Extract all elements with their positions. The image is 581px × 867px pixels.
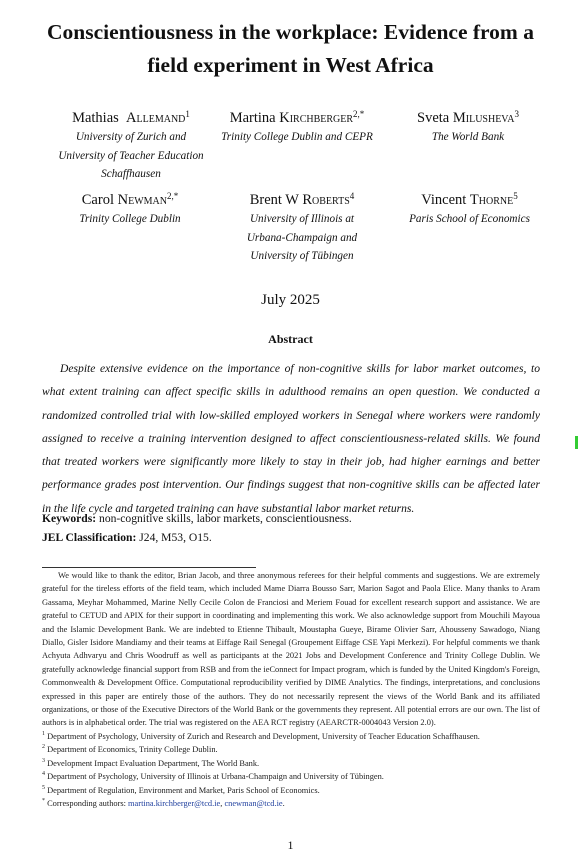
- author-affiliation: Paris School of Economics: [409, 213, 530, 225]
- author-affiliation: University of Zurich and University of Teacher Education Schaffhausen: [58, 131, 204, 180]
- keywords-block: [42, 510, 540, 547]
- author-name: Vincent Thorne$^5$: [421, 191, 518, 208]
- abstract-heading: Abstract: [268, 332, 313, 346]
- footnotes: [42, 569, 540, 810]
- author-affiliation: Trinity College Dublin and CEPR: [221, 131, 373, 143]
- author-thorne: [392, 190, 547, 229]
- author-roberts: [222, 190, 382, 266]
- author-name: Mathias Allemand$^1$: [72, 109, 190, 126]
- email-link-newman[interactable]: cnewman@tcd.ie: [224, 798, 283, 808]
- affiliation-note-2: $^2$ Department of Economics, Trinity College Dublin.: [42, 744, 218, 755]
- author-name: Sveta Milusheva$^3$: [417, 109, 519, 126]
- page-number: 1: [287, 838, 294, 852]
- author-kirchberger: [212, 108, 382, 147]
- paper-title: Conscientiousness in the workplace: Evidence from a field experiment in West Africa: [47, 20, 534, 77]
- author-newman: [50, 190, 210, 229]
- affiliation-note-5: $^5$ Department of Regulation, Environment and Market, Paris School of Economics.: [42, 784, 320, 795]
- affiliation-note-1: $^1$ Department of Psychology, University of Zurich and Research and Development, University of Teacher Education Schaffhausen.: [42, 730, 480, 741]
- author-affiliation: The World Bank: [431, 131, 505, 143]
- jel-line: JEL Classification: J24, M53, O15.: [42, 530, 212, 544]
- acknowledgements-footnote: We would like to thank the editor, Brian Jacob, and three anonymous referees for their helpful comments and suggestions. We are extremely grateful for the tireless efforts of the field team, which included Mame Diarra Bousso Sarr, Marion Sagot and Paola Elice. Many thanks to Aram Gassama, Meyhar Mohammed, Marine Nelly Cecile Colon de Franciosi and Meriem Fouad for excellent research support and assistance. We are grateful to CETUD and APIX for their support in coordinating and implementing this work. We also acknowledge support from Mouchili Mayoua and the Islamic Development Bank. We are indebted to Etienne Thibault, Moustapha Gueye, Birame Olivier Sarr, Ahousseny Sawadogo, Niang Diallo, Gisler Isidore Mandiamy and their teams at Eiffage Rail Senegal (Groupement Eiffage CSE Yapi Merkezi). For helpful comments we thank Achyuta Adhvaryu and Chris Woodruff as well as participants at the 2021 Jobs and Development Conference and Trinity College Dublin. We gratefully acknowledge financial support from RSB and from the ieConnect for Impact program, which is funded by the United Kingdom's Foreign, Commonwealth & Development Office. Computational reproducibility verified by DIME Analytics. The findings, interpretations, and conclusions expressed in this paper are entirely those of the authors. They do not necessarily represent the views of the World Bank and its affiliated organizations, or those of the Executive Directors of the World Bank or the governments they represent. All potential errors are our own. The list of authors is in alphabetical order. The trial was registered on the AEA RCT registry (AEARCTR-0004043 Version 2.0).: [42, 571, 540, 728]
- author-affiliation: Trinity College Dublin: [79, 213, 181, 225]
- affiliation-note-4: $^4$ Department of Psychology, University of Illinois at Urbana-Champaign and University of Tübingen.: [42, 771, 384, 782]
- author-milusheva: [398, 108, 538, 147]
- keywords-line: Keywords: non-cognitive skills, labor markets, conscientiousness.: [42, 512, 352, 525]
- corresponding-authors-note: * Corresponding authors: martina.kirchberger@tcd.ie, cnewman@tcd.ie.: [42, 797, 285, 808]
- author-name: Brent W Roberts$^4$: [249, 191, 355, 208]
- author-allemand: [46, 108, 216, 184]
- publication-date: July 2025: [261, 292, 320, 308]
- author-affiliation: University of Illinois at Urbana-Champaign and University of Tübingen: [246, 213, 358, 262]
- scroll-position-marker: [575, 436, 578, 449]
- affiliation-note-3: $^3$ Development Impact Evaluation Department, The World Bank.: [42, 757, 260, 768]
- footnote-rule: [42, 567, 256, 568]
- abstract-text: Despite extensive evidence on the importance of non-cognitive skills for labor market outcomes, to what extent training can affect specific skills in adulthood remains an open question. We conducted a randomized controlled trial with low-skilled employed workers in Senegal where workers were randomly assigned to receive a training intervention designed to affect conscientiousness-related skills. We found that treated workers were significantly more likely to stay in their job, had higher earnings and better performance grades post intervention. Our findings suggest that non-cognitive skills can be affected later in the life cycle and targeted training can have substantial labor market returns.: [42, 362, 540, 515]
- author-name: Martina Kirchberger$^{2,*}$: [229, 109, 365, 126]
- email-link-kirchberger[interactable]: martina.kirchberger@tcd.ie: [128, 798, 221, 808]
- author-name: Carol Newman$^{2,*}$: [81, 191, 179, 208]
